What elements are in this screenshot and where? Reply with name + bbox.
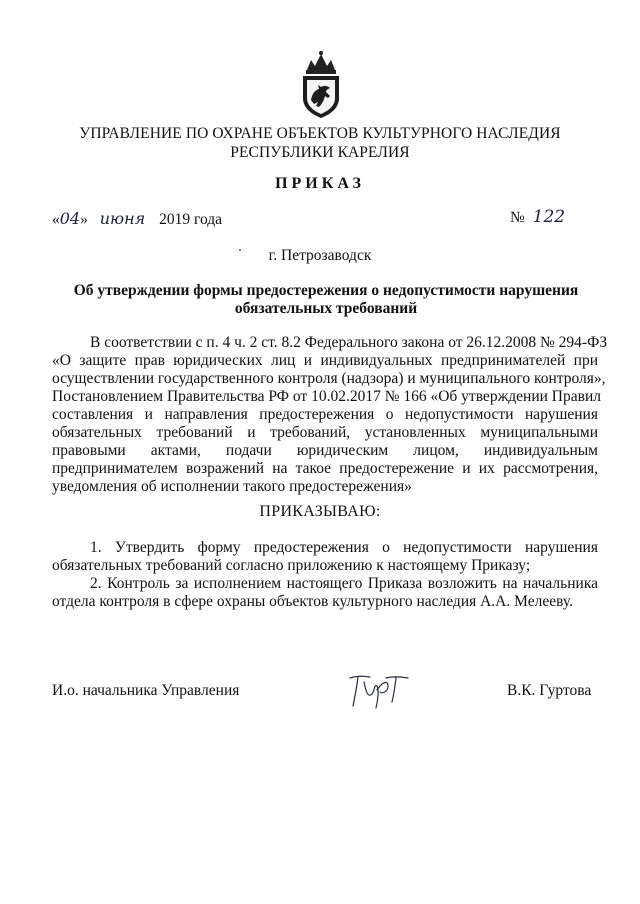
preamble-line: предпринимателем возражений на такое предостережение и их рассмотрения, (52, 460, 598, 477)
document-title (52, 282, 600, 318)
preamble-line: обязательных требований и требований, установленных муниципальными (52, 424, 598, 441)
order-word: ПРИКАЗЫВАЮ: (259, 503, 381, 520)
signatory-position: И.о. начальника Управления (52, 682, 240, 699)
karelia-coat-of-arms-icon (297, 50, 345, 120)
preamble-line: составления и направления предостережения о недопустимости нарушения (52, 406, 598, 423)
date-year: 2019 года (159, 211, 223, 228)
order-item-line: обязательных требований согласно приложению к настоящему Приказу; (52, 557, 531, 574)
number-label: № (510, 209, 525, 226)
order-item-line: 1. Утвердить форму предостережения о недопустимости нарушения (90, 539, 598, 556)
preamble-line: Постановлением Правительства РФ от 10.02.2017 № 166 «Об утверждении Правил (52, 388, 601, 405)
preamble-line: правовыми актами, подачи юридическим лицом, индивидуальным (52, 442, 598, 459)
order-item-line: отдела контроля в сфере охраны объектов культурного наследия А.А. Мелееву. (52, 593, 573, 610)
preamble-line: осуществлении государственного контроля (надзора) и муниципального контроля», (52, 370, 606, 387)
title-line-2: обязательных требований (234, 300, 418, 317)
number-value: 122 (532, 207, 566, 227)
order-item-line: 2. Контроль за исполнением настоящего Приказа возложить на начальника (90, 575, 598, 592)
city: г. Петрозаводск (268, 247, 372, 264)
date-close-quote: » (80, 211, 88, 228)
signatory-name: В.К. Гуртова (507, 682, 592, 699)
date-month: июня (99, 209, 146, 228)
handwritten-signature-icon (344, 668, 412, 712)
preamble-line: В соответствии с п. 4 ч. 2 ст. 8.2 Федерального закона от 26.12.2008 № 294-ФЗ (90, 334, 608, 351)
preamble-line: «О защите прав юридических лиц и индивидуальных предпринимателей при (52, 352, 598, 369)
date-open-quote: « (52, 211, 60, 228)
organization-name (40, 124, 600, 162)
title-line-1: Об утверждении формы предостережения о недопустимости нарушения (73, 282, 579, 299)
order-date (52, 209, 222, 229)
org-name-line-1: УПРАВЛЕНИЕ ПО ОХРАНЕ ОБЪЕКТОВ КУЛЬТУРНОГО НАСЛЕДИЯ (79, 125, 561, 142)
org-name-line-2: РЕСПУБЛИКИ КАРЕЛИЯ (230, 144, 410, 161)
order-number (510, 207, 565, 227)
preamble-line: уведомления об исполнении такого предостережения» (52, 478, 412, 495)
document-type: ПРИКАЗ (275, 175, 365, 192)
date-day: 04 (59, 209, 81, 228)
